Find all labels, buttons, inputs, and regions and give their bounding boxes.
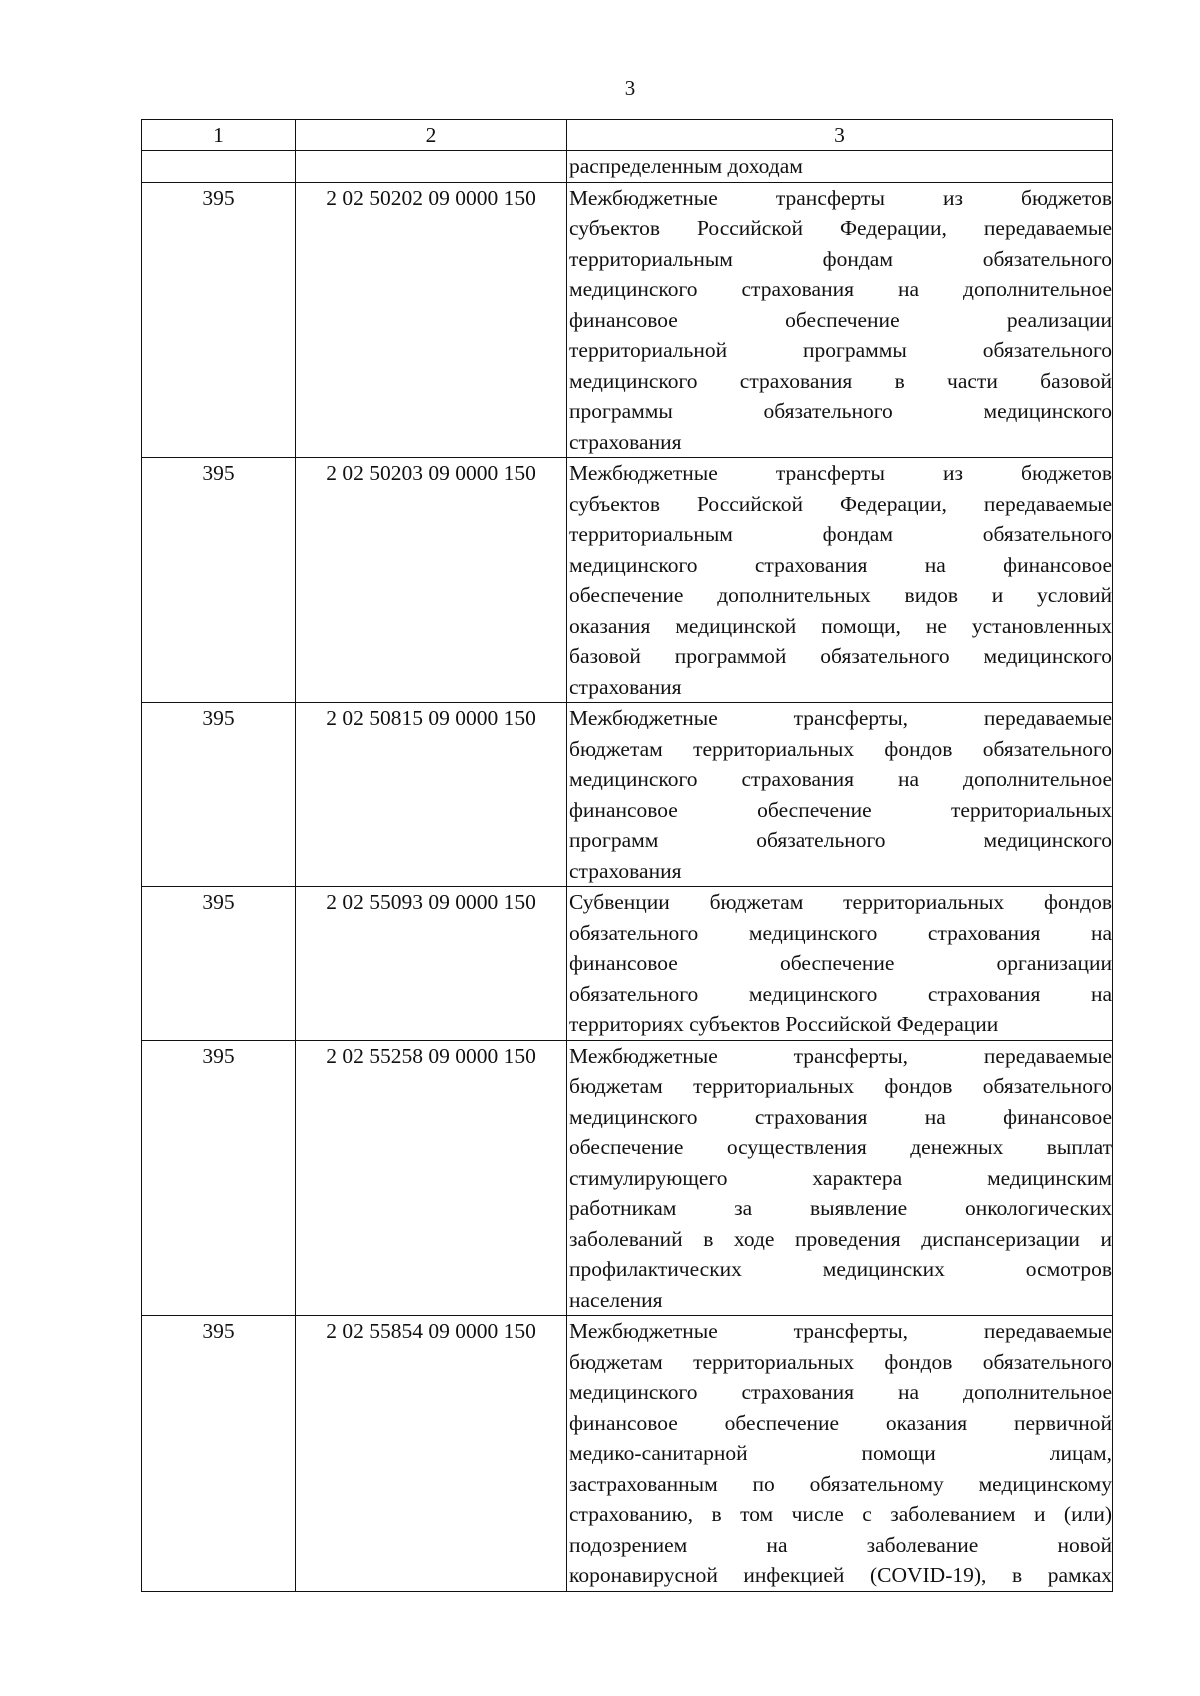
table-row [142,703,1113,887]
description-line: страхования [569,858,682,883]
continuation-cell-empty-2 [296,151,567,183]
table-row [142,887,1113,1041]
description-cell [567,1040,1113,1316]
description-cell [567,1316,1113,1592]
description-line: оказания медицинской помощи, не установленных [569,613,1112,638]
description-line: финансовое обеспечение территориальных [569,797,1112,822]
description-line: финансовое обеспечение реализации [569,307,1112,332]
description-line: Межбюджетные трансферты из бюджетов [569,185,1112,210]
description-line: застрахованным по обязательному медицинскому [569,1471,1112,1496]
budget-classification-code-cell: 2 02 50815 09 0000 150 [296,703,567,887]
column-header-1: 1 [142,120,296,151]
description-line: территориальной программы обязательного [569,338,1112,362]
admin-code-cell: 395 [142,182,296,458]
description-line: бюджетам территориальных фондов обязательного [569,736,1112,761]
description-cell [567,182,1113,458]
description-line: страхования [569,429,682,454]
description-line: программы обязательного медицинского [569,399,1112,423]
description-line: Межбюджетные трансферты из бюджетов [569,461,1112,485]
description-line: субъектов Российской Федерации, передаваемые [569,491,1112,516]
description-line: бюджетам территориальных фондов обязательного [569,1349,1112,1374]
description-line: страхования [569,674,682,699]
description-line: Межбюджетные трансферты, передаваемые [569,1319,1112,1343]
budget-classification-code-cell: 2 02 55854 09 0000 150 [296,1316,567,1592]
budget-classification-code-cell: 2 02 50203 09 0000 150 [296,458,567,703]
description-line: программ обязательного медицинского [569,828,1112,852]
description-line: Межбюджетные трансферты, передаваемые [569,1043,1112,1068]
admin-code-cell: 395 [142,1040,296,1316]
description-line: базовой программой обязательного медицинского [569,644,1112,668]
description-line: медицинского страхования на дополнительное [569,277,1112,301]
page-number: 3 [624,76,636,100]
description-line: бюджетам территориальных фондов обязательного [569,1074,1112,1098]
admin-code-cell: 395 [142,458,296,703]
admin-code-cell: 395 [142,887,296,1041]
description-cell [567,703,1113,887]
table-header-row [142,120,1113,151]
description-line: Межбюджетные трансферты, передаваемые [569,706,1112,730]
description-line: обязательного медицинского страхования на [569,981,1112,1006]
description-line: субъектов Российской Федерации, передаваемые [569,216,1112,240]
description-line: финансовое обеспечение оказания первичной [569,1410,1112,1435]
description-line: заболеваний в ходе проведения диспансеризации и [569,1226,1112,1251]
description-line: обязательного медицинского страхования на [569,920,1112,945]
description-cell [567,458,1113,703]
description-line: медико-санитарной помощи лицам, [569,1441,1112,1465]
admin-code-cell: 395 [142,1316,296,1592]
description-line: Субвенции бюджетам территориальных фондов [569,890,1112,914]
description-line: территориях субъектов Российской Федерации [569,1012,999,1036]
continuation-row [142,151,1113,183]
description-line: медицинского страхования на финансовое [569,552,1112,577]
admin-code-cell: 395 [142,703,296,887]
budget-code-table [141,119,1113,1592]
description-line: страхованию, в том числе с заболеванием и (или) [569,1502,1112,1526]
description-line: территориальным фондам обязательного [569,246,1112,271]
description-line: населения [569,1287,663,1312]
description-line: стимулирующего характера медицинским [569,1165,1112,1190]
description-line: профилактических медицинских осмотров [569,1257,1112,1281]
description-line: подозрением на заболевание новой [569,1532,1112,1557]
description-line: медицинского страхования на дополнительное [569,1380,1112,1404]
budget-classification-code-cell: 2 02 55093 09 0000 150 [296,887,567,1041]
budget-classification-code-cell: 2 02 55258 09 0000 150 [296,1040,567,1316]
description-line: обеспечение дополнительных видов и условий [569,583,1112,607]
table-row [142,1040,1113,1316]
continuation-text: распределенным доходам [567,151,1113,183]
description-cell [567,887,1113,1041]
table-row [142,1316,1113,1592]
continuation-cell-empty-1 [142,151,296,183]
column-header-3: 3 [567,120,1113,151]
column-header-2: 2 [296,120,567,151]
description-line: работникам за выявление онкологических [569,1196,1112,1220]
description-line: медицинского страхования в части базовой [569,368,1112,393]
description-line: коронавирусной инфекцией (COVID-19), в рамках [569,1563,1112,1587]
description-line: финансовое обеспечение организации [569,951,1112,975]
description-line: медицинского страхования на дополнительное [569,767,1112,791]
budget-classification-code-cell: 2 02 50202 09 0000 150 [296,182,567,458]
description-line: территориальным фондам обязательного [569,522,1112,546]
description-line: обеспечение осуществления денежных выплат [569,1135,1112,1159]
description-line: медицинского страхования на финансовое [569,1104,1112,1129]
table-row [142,182,1113,458]
table-row [142,458,1113,703]
